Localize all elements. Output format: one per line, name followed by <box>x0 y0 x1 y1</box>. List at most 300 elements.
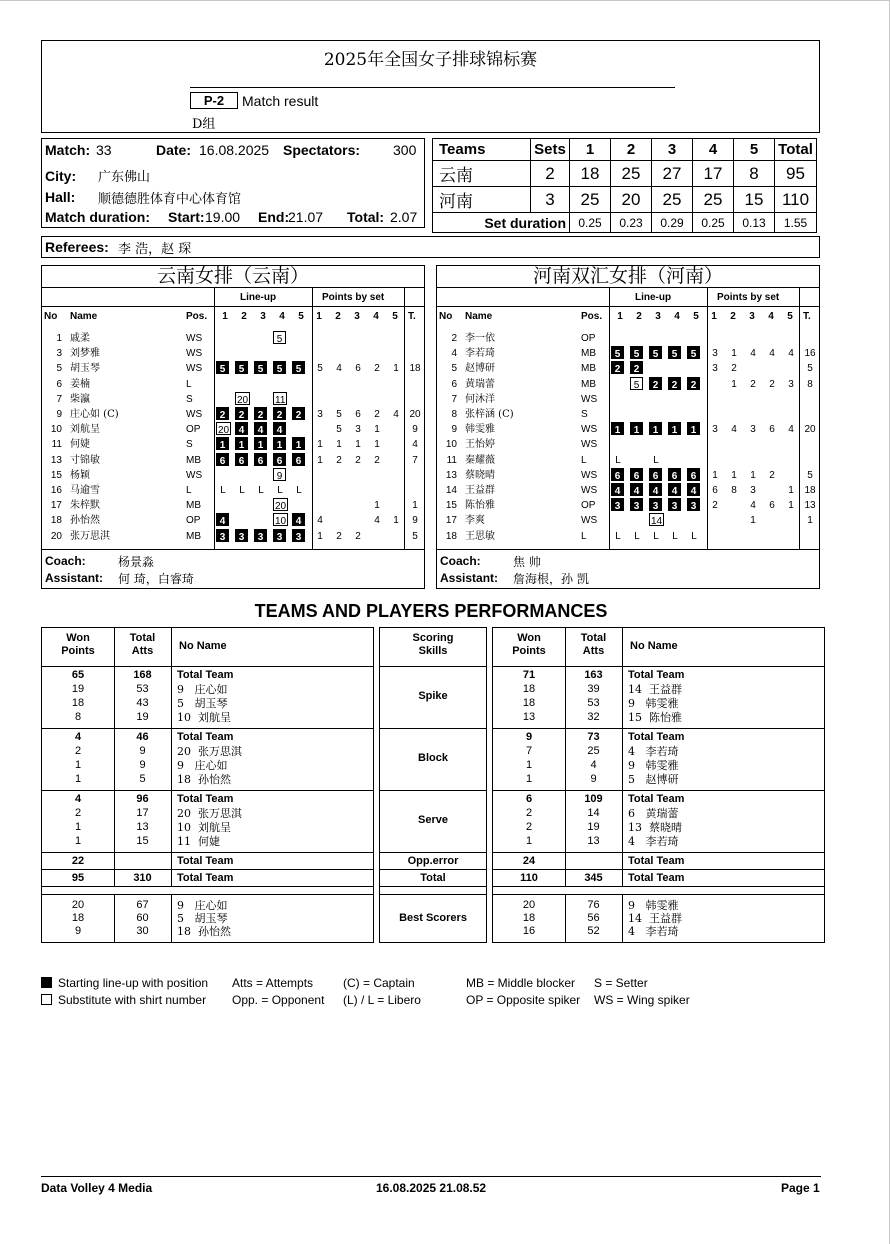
coach-name: 焦 帅 <box>513 555 541 569</box>
lineup-set-header: 5 <box>298 311 304 322</box>
player-name: 庄心如 (C) <box>70 409 119 420</box>
player-label: 13 蔡晓晴 <box>628 821 682 834</box>
player-position: MB <box>581 378 596 390</box>
set-points: 2 <box>769 378 775 390</box>
player-number: 9 <box>451 424 457 436</box>
libero-marker: L <box>691 530 697 542</box>
set-points: 3 <box>788 378 794 390</box>
player-row <box>42 422 426 437</box>
set-points: 4 <box>769 348 775 360</box>
player-name: 李一依 <box>465 333 495 344</box>
points-set-header: 3 <box>354 311 360 322</box>
team-label: Total Team <box>177 731 234 743</box>
title-box <box>41 40 820 133</box>
team-label: Total Team <box>177 793 234 805</box>
total-header: T. <box>803 311 811 322</box>
set-points: 6 <box>355 409 361 420</box>
team-atts: 109 <box>584 793 603 805</box>
player-number: 17 <box>50 500 62 512</box>
player-name: 杨颖 <box>70 469 90 481</box>
set-duration-total: 1.55 <box>775 213 817 233</box>
row-rule <box>42 666 373 667</box>
player-won: 2 <box>525 807 533 819</box>
total-points: 1 <box>412 500 418 512</box>
libero-marker: L <box>672 530 678 542</box>
starter-box: 4 <box>687 483 700 496</box>
player-position: OP <box>581 333 596 344</box>
team-won: 4 <box>74 731 82 743</box>
libero-marker: L <box>258 485 264 496</box>
player-name: 刘航呈 <box>70 424 100 436</box>
duration-label: Match duration: <box>45 209 150 225</box>
player-label: 5 赵博研 <box>628 773 679 786</box>
starter-box: 5 <box>235 361 248 374</box>
set-points: 4 <box>750 500 756 512</box>
points-header: Points by set <box>322 292 385 303</box>
starter-box: 2 <box>254 407 267 420</box>
set-duration-label: Set duration <box>433 213 570 233</box>
points-header: Points by set <box>717 292 780 303</box>
total-points: 7 <box>412 454 418 466</box>
starter-box: 1 <box>216 437 229 450</box>
player-name: 李若琦 <box>465 348 495 360</box>
player-number: 3 <box>56 348 62 360</box>
atts-header: Total Atts <box>580 632 607 657</box>
starter-box: 3 <box>630 498 643 511</box>
player-name: 陈怡雅 <box>465 500 495 512</box>
player-number: 17 <box>445 515 457 527</box>
player-position: L <box>581 454 587 466</box>
player-atts: 39 <box>587 683 600 695</box>
best-won: 18 <box>71 912 85 924</box>
best-atts: 56 <box>587 912 600 924</box>
player-row <box>42 377 426 392</box>
assistant-names: 詹海根，孙 凯 <box>513 572 589 586</box>
starter-box: 1 <box>668 422 681 435</box>
player-row <box>437 483 821 498</box>
player-label: 4 李若琦 <box>628 835 679 848</box>
player-position: OP <box>186 515 201 527</box>
player-number: 11 <box>446 454 457 466</box>
report-subtitle: Match result <box>242 93 319 109</box>
player-atts: 5 <box>139 773 146 785</box>
player-row <box>437 361 821 376</box>
set-points: 1 <box>788 500 794 512</box>
total-points: 9 <box>412 424 418 436</box>
opp-error-label: Total Team <box>628 855 685 867</box>
team-a-lineup <box>41 265 425 589</box>
set-points: 2 <box>374 363 380 375</box>
row-rule <box>42 728 373 729</box>
player-name: 姜楠 <box>70 378 90 390</box>
opp-error-label: Total Team <box>177 855 234 867</box>
player-name: 黄瑞蕾 <box>465 378 495 390</box>
set-points: 1 <box>393 363 399 375</box>
starter-box: 5 <box>216 361 229 374</box>
best-won: 20 <box>522 899 536 911</box>
set-row-team-a <box>433 161 817 187</box>
set-points: 2 <box>712 500 718 512</box>
total-points: 20 <box>409 409 421 420</box>
header-rule <box>42 306 424 307</box>
row-rule <box>380 852 486 853</box>
legend-captain: (C) = Captain <box>343 976 415 990</box>
player-number: 6 <box>451 378 457 390</box>
team-a-title: 云南女排（云南） <box>42 266 424 288</box>
set-duration: 0.29 <box>652 213 693 233</box>
team-name: 云南 <box>433 161 531 187</box>
set-points: 2 <box>336 454 342 466</box>
noname-header: No Name <box>179 640 227 652</box>
starter-box: 3 <box>235 529 248 542</box>
set-points: 3 <box>750 424 756 436</box>
libero-marker: L <box>220 485 226 496</box>
player-number: 15 <box>445 500 457 512</box>
opp-error-won: 24 <box>522 855 536 867</box>
player-won: 13 <box>522 711 536 723</box>
player-position: WS <box>186 409 203 420</box>
player-number: 20 <box>50 530 62 542</box>
set-duration: 0.25 <box>693 213 734 233</box>
starter-box: 3 <box>668 498 681 511</box>
coach-label: Coach: <box>45 554 86 568</box>
player-number: 18 <box>445 530 457 542</box>
player-position: WS <box>186 333 203 344</box>
footer-rule <box>41 1176 821 1177</box>
starter-box: 6 <box>235 453 248 466</box>
starter-box: 6 <box>668 468 681 481</box>
player-label: 9 韩雯雅 <box>628 759 679 772</box>
starter-box: 3 <box>254 529 267 542</box>
player-position: WS <box>186 469 203 481</box>
set-points: 1 <box>750 515 756 527</box>
player-row <box>437 422 821 437</box>
end-value: 21.07 <box>288 209 324 225</box>
player-row <box>437 331 821 346</box>
set-points: 2 <box>374 409 380 420</box>
legend-atts: Atts = Attempts <box>232 976 314 990</box>
row-rule <box>493 666 824 667</box>
lineup-set-header: 5 <box>693 311 699 322</box>
player-atts: 32 <box>587 711 600 723</box>
total-points: 16 <box>804 348 816 360</box>
set-duration: 0.25 <box>570 213 611 233</box>
set-points: 4 <box>374 515 380 527</box>
lineup-set-header: 4 <box>279 311 285 322</box>
libero-marker: L <box>296 485 302 496</box>
libero-marker: L <box>634 530 640 542</box>
player-position: L <box>186 485 192 496</box>
points-set-header: 3 <box>749 311 755 322</box>
starter-box: 2 <box>273 407 286 420</box>
player-name: 赵博研 <box>465 363 495 375</box>
lineup-set-header: 4 <box>674 311 680 322</box>
starter-box: 2 <box>611 361 624 374</box>
player-row <box>42 483 426 498</box>
legend-opp: Opp. = Opponent <box>232 993 325 1007</box>
set-points: 1 <box>393 515 399 527</box>
won-header: Won Points <box>512 632 546 657</box>
date-label: Date: <box>156 142 192 158</box>
player-name: 韩雯雅 <box>465 424 495 436</box>
player-atts: 19 <box>587 821 600 833</box>
starter-box: 4 <box>668 483 681 496</box>
team-won: 71 <box>522 669 536 681</box>
best-atts: 67 <box>136 899 149 911</box>
skill-best-scorers: Best Scorers <box>399 912 467 924</box>
starter-box: 6 <box>611 468 624 481</box>
total-label: Total Team <box>628 872 685 884</box>
player-atts: 53 <box>136 683 149 695</box>
set-score: 25 <box>652 187 693 213</box>
set-points: 2 <box>731 363 737 375</box>
total-atts: 310 <box>133 872 152 884</box>
substitute-box: 11 <box>273 392 287 405</box>
substitute-box: 9 <box>273 468 286 481</box>
set-points: 4 <box>336 363 342 375</box>
team-a-performance <box>41 627 374 943</box>
player-atts: 17 <box>136 807 149 819</box>
footer-software: Data Volley 4 Media <box>41 1181 153 1195</box>
team-atts: 73 <box>587 731 600 743</box>
assistant-label: Assistant: <box>440 571 499 585</box>
starter-box: 1 <box>630 422 643 435</box>
starter-box: 3 <box>649 498 662 511</box>
row-rule <box>493 728 824 729</box>
player-atts: 9 <box>139 745 146 757</box>
total-won: 110 <box>520 872 538 884</box>
player-row <box>42 437 426 452</box>
lineup-set-header: 3 <box>260 311 266 322</box>
player-atts: 9 <box>139 759 146 771</box>
set-points: 2 <box>355 530 361 542</box>
points-set-header: 5 <box>392 311 398 322</box>
team-atts: 168 <box>133 669 152 681</box>
team-won: 6 <box>525 793 533 805</box>
player-label: 18 孙怡然 <box>177 773 231 786</box>
skill-name: Block <box>418 752 448 764</box>
set-score: 20 <box>611 187 652 213</box>
team-atts: 46 <box>136 731 149 743</box>
set-points: 3 <box>750 485 756 496</box>
player-position: L <box>186 378 192 390</box>
player-label: 9 庄心如 <box>177 683 228 696</box>
player-atts: 14 <box>587 807 600 819</box>
no-header: No <box>44 311 58 322</box>
best-atts: 52 <box>587 925 600 937</box>
player-position: S <box>581 409 588 420</box>
set-points: 1 <box>712 469 718 481</box>
set-points: 1 <box>317 439 323 451</box>
player-number: 5 <box>56 363 62 375</box>
pos-header: Pos. <box>186 311 208 322</box>
substitute-box: 5 <box>273 331 286 344</box>
player-name: 蔡晓晴 <box>465 469 495 481</box>
row-rule <box>380 869 486 870</box>
player-atts: 4 <box>590 759 597 771</box>
set-points: 1 <box>750 469 756 481</box>
won-header: Won Points <box>61 632 95 657</box>
starter-box: 2 <box>216 407 229 420</box>
total-score: 95 <box>775 161 817 187</box>
player-name: 王怡婷 <box>465 439 495 451</box>
libero-marker: L <box>239 485 245 496</box>
legend-mb: MB = Middle blocker <box>466 976 576 990</box>
player-number: 13 <box>445 469 457 481</box>
pos-header: Pos. <box>581 311 603 322</box>
team-atts: 96 <box>136 793 149 805</box>
starter-box: 4 <box>649 483 662 496</box>
lineup-header: Line-up <box>635 292 672 303</box>
player-name: 戚柔 <box>70 333 90 344</box>
set2-header: 2 <box>611 139 652 161</box>
starter-box: 1 <box>687 422 700 435</box>
referees-names: 李 浩，赵 琛 <box>118 242 192 257</box>
player-position: WS <box>186 348 203 360</box>
player-row <box>437 377 821 392</box>
player-won: 1 <box>74 835 82 847</box>
performances-title: TEAMS AND PLAYERS PERFORMANCES <box>254 601 608 621</box>
legend-libero: (L) / L = Libero <box>343 993 421 1007</box>
gap-block <box>380 886 486 895</box>
lineup-header: Line-up <box>240 292 277 303</box>
total-points: 5 <box>412 530 418 542</box>
player-won: 1 <box>525 835 533 847</box>
player-number: 11 <box>51 439 62 451</box>
points-set-header: 4 <box>373 311 379 322</box>
player-label: 9 韩雯雅 <box>628 697 679 710</box>
player-number: 7 <box>56 393 62 405</box>
player-won: 1 <box>525 759 533 771</box>
player-label: 4 李若琦 <box>628 745 679 758</box>
total-header: T. <box>408 311 416 322</box>
player-name: 王思敏 <box>465 530 495 542</box>
player-row <box>42 361 426 376</box>
substitute-square-icon <box>41 994 52 1005</box>
player-name: 李爽 <box>465 515 485 527</box>
sets-won: 2 <box>531 161 570 187</box>
set-points: 1 <box>731 348 737 360</box>
set-points: 1 <box>317 454 323 466</box>
player-position: OP <box>186 424 201 436</box>
starter-box: 1 <box>254 437 267 450</box>
player-name: 张梓涵 (C) <box>465 409 514 420</box>
set-points: 6 <box>769 500 775 512</box>
player-row <box>437 407 821 422</box>
set-points: 1 <box>336 439 342 451</box>
player-position: S <box>186 439 193 451</box>
set-score: 25 <box>693 187 734 213</box>
city-label: City: <box>45 168 77 184</box>
set-points: 1 <box>355 439 361 451</box>
atts-header: Total Atts <box>129 632 156 657</box>
player-atts: 13 <box>587 835 600 847</box>
starter-box: 5 <box>668 346 681 359</box>
starter-square-icon <box>41 977 52 988</box>
coach-label: Coach: <box>440 554 481 568</box>
starter-box: 6 <box>273 453 286 466</box>
starter-box: 3 <box>273 529 286 542</box>
total-atts: 345 <box>584 872 603 884</box>
set-points: 6 <box>769 424 775 436</box>
player-position: WS <box>581 424 598 436</box>
player-row <box>42 513 426 528</box>
player-atts: 25 <box>587 745 600 757</box>
starter-box: 5 <box>630 346 643 359</box>
coach-rule <box>437 549 819 550</box>
player-name: 刘梦雅 <box>70 348 100 360</box>
set-table-header <box>433 139 817 161</box>
hall-value: 顺德德胜体育中心体育馆 <box>98 192 242 207</box>
starter-box: 4 <box>611 483 624 496</box>
sets-won: 3 <box>531 187 570 213</box>
set-score: 25 <box>611 161 652 187</box>
starter-box: 4 <box>292 513 305 526</box>
row-rule <box>380 790 486 791</box>
total-label: Total: <box>347 209 385 225</box>
report-code: P-2 <box>190 92 238 109</box>
starter-box: 6 <box>254 453 267 466</box>
total-won: 95 <box>71 872 85 884</box>
set-points: 3 <box>712 363 718 375</box>
substitute-box: 5 <box>630 377 643 390</box>
spectators-label: Spectators: <box>283 142 361 158</box>
skills-header: Scoring Skills <box>412 632 454 657</box>
set-points: 5 <box>336 409 342 420</box>
player-position: L <box>581 530 587 542</box>
player-atts: 19 <box>136 711 149 723</box>
start-label: Start: <box>168 209 205 225</box>
legend-setter: S = Setter <box>594 976 648 990</box>
set-points: 3 <box>355 424 361 436</box>
total-value: 2.07 <box>390 209 418 225</box>
total-label: Total Team <box>177 872 234 884</box>
team-label: Total Team <box>628 793 685 805</box>
starter-box: 5 <box>649 346 662 359</box>
set-duration-row <box>433 213 817 233</box>
set-points: 4 <box>788 424 794 436</box>
player-won: 2 <box>74 745 82 757</box>
starter-box: 5 <box>254 361 267 374</box>
team-b-title: 河南双汇女排（河南） <box>437 266 819 288</box>
best-name: 9 庄心如 <box>177 899 228 912</box>
starter-box: 2 <box>292 407 305 420</box>
match-label: Match: <box>45 142 91 158</box>
assistant-names: 何 琦，白睿琦 <box>118 572 194 586</box>
player-position: WS <box>581 393 598 405</box>
player-position: MB <box>186 454 201 466</box>
starter-box: 3 <box>687 498 700 511</box>
substitute-box: 20 <box>235 392 250 405</box>
starter-box: 2 <box>235 407 248 420</box>
libero-marker: L <box>615 454 621 466</box>
player-position: OP <box>581 500 596 512</box>
player-won: 1 <box>525 773 533 785</box>
legend-substitute: Substitute with shirt number <box>58 993 207 1007</box>
set-points: 3 <box>317 409 323 420</box>
player-row <box>437 468 821 483</box>
player-number: 13 <box>50 454 62 466</box>
best-won: 16 <box>522 925 536 937</box>
starter-box: 4 <box>216 513 229 526</box>
starter-box: 4 <box>235 422 248 435</box>
set-points: 2 <box>374 454 380 466</box>
team-b-lineup <box>436 265 820 589</box>
starter-box: 2 <box>649 377 662 390</box>
set3-header: 3 <box>652 139 693 161</box>
best-atts: 30 <box>136 925 149 937</box>
footer-timestamp: 16.08.2025 21.08.52 <box>376 1181 487 1195</box>
